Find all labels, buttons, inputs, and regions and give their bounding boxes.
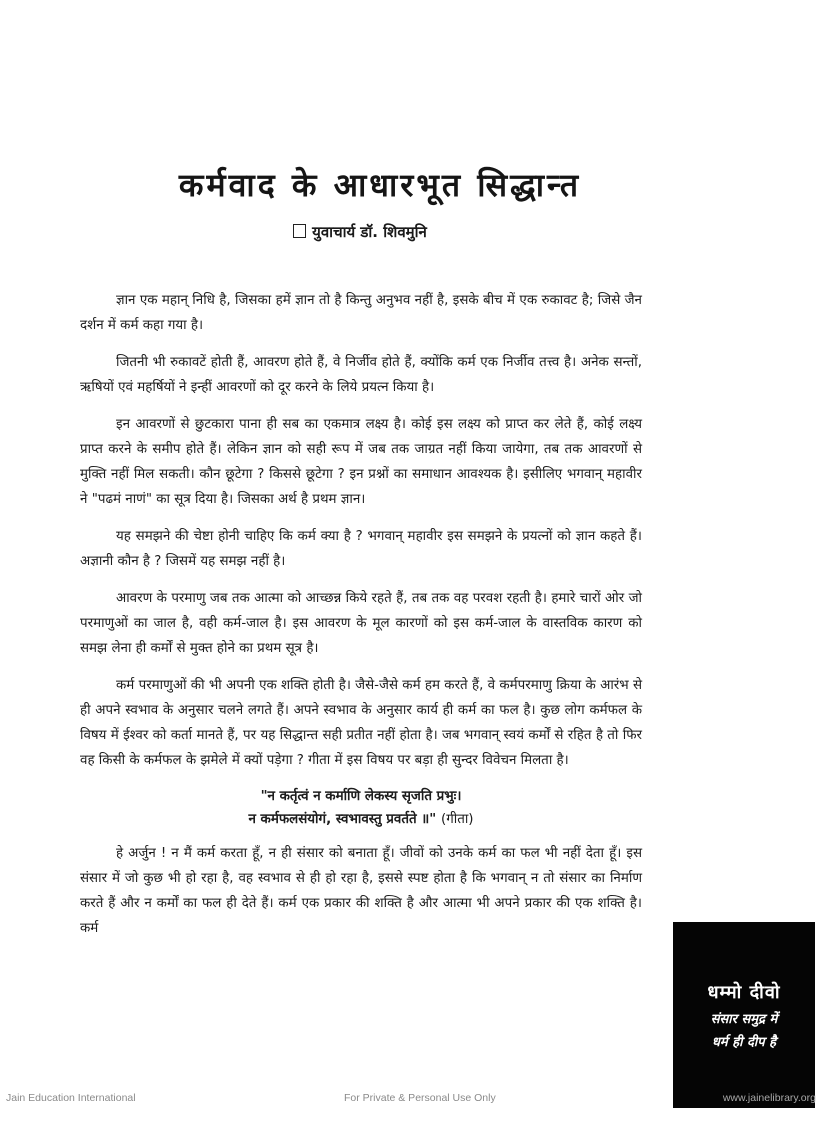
quote-line-2-wrap xyxy=(80,808,642,831)
author-byline xyxy=(0,222,720,242)
footer-usage-note: For Private & Personal Use Only xyxy=(344,1092,496,1104)
paragraph: कर्म परमाणुओं की भी अपनी एक शक्ति होती है। जैसे-जैसे कर्म हम करते हैं, वे कर्मपरमाणु क्रिया के आरंभ से ही अपने स्वभाव के अनुसार चलने लगते हैं। अपने स्वभाव के अनुसार कार्य ही कर्म का फल है। कुछ लोग कर्मफल के विषय में ईश्वर को कर्ता मानते हैं, पर यह सिद्धान्त सही प्रतीत नहीं होता है। जब भगवान् स्वयं कर्मों से रहित है तो फिर वह किसी के कर्मफल के झमेले में क्यों पड़ेगा ? गीता में इस विषय पर बड़ा ही सुन्दर विवेचन मिलता है। xyxy=(80,678,642,768)
footer-publisher: Jain Education International xyxy=(6,1092,136,1104)
quote-line-2: न कर्मफलसंयोगं, स्वभावस्तु प्रवर्तते ॥" xyxy=(248,812,437,827)
quote-line-1: "न कर्तृत्वं न कर्माणि लेकस्य सृजति प्रभुः। xyxy=(260,789,462,804)
article-body xyxy=(80,288,642,953)
footer-website-link[interactable]: www.jainelibrary.org xyxy=(722,1092,816,1104)
paragraph: आवरण के परमाणु जब तक आत्मा को आच्छन्न किये रहते हैं, तब तक वह परवश रहती है। हमारे चारों ओर जो परमाणुओं का जाल है, वही कर्म-जाल है। इस आवरण के मूल कारणों को इस कर्म-जाल के वास्तविक कारण को समझ लेना ही कर्मों से मुक्त होने का प्रथम सूत्र है। xyxy=(80,591,642,656)
checkbox-square-icon xyxy=(293,224,306,238)
gita-quote xyxy=(80,785,642,831)
side-box-line-1: संसार समुद्र में xyxy=(710,1012,778,1027)
side-box-line-2: धर्म ही दीप है xyxy=(711,1035,777,1050)
quote-source: (गीता) xyxy=(440,812,474,827)
paragraph: इन आवरणों से छुटकारा पाना ही सब का एकमात्र लक्ष्य है। कोई इस लक्ष्य को प्राप्त कर लेते हैं, कोई लक्ष्य प्राप्त करने के समीप होते हैं। लेकिन ज्ञान को सही रूप में जब तक जाग्रत नहीं किया जायेगा, तब तक आवरणों से मुक्ति नहीं मिल सकती। कौन छूटेगा ? किससे छूटेगा ? इन प्रश्नों का समाधान आवश्यक है। इसीलिए भगवान् महावीर ने "पढमं नाणं" का सूत्र दिया है। जिसका अर्थ है प्रथम ज्ञान। xyxy=(80,417,642,507)
author-name: युवाचार्य डॉ. शिवमुनि xyxy=(312,223,427,241)
paragraph: ज्ञान एक महान् निधि है, जिसका हमें ज्ञान तो है किन्तु अनुभव नहीं है, इसके बीच में एक रुकावट है; जिसे जैन दर्शन में कर्म कहा गया है। xyxy=(80,293,642,333)
side-box-heading: धम्मो दीवो xyxy=(707,982,781,1003)
paragraph: जितनी भी रुकावटें होती हैं, आवरण होते हैं, वे निर्जीव होते हैं, क्योंकि कर्म एक निर्जीव तत्त्व है। अनेक सन्तों, ऋषियों एवं महर्षियों ने इन्हीं आवरणों को दूर करने के लिये प्रयत्न किया है। xyxy=(80,355,642,395)
paragraph: यह समझने की चेष्टा होनी चाहिए कि कर्म क्या है ? भगवान् महावीर इस समझने के प्रयत्नों को ज्ञान कहते हैं। अज्ञानी कौन है ? जिसमें यह समझ नहीं है। xyxy=(80,529,642,569)
dharma-deep-box xyxy=(673,922,815,1108)
article-title: कर्मवाद के आधारभूत सिद्धान्त xyxy=(178,166,582,204)
paragraph: हे अर्जुन ! न मैं कर्म करता हूँ, न ही संसार को बनाता हूँ। जीवों को उनके कर्म का फल भी नहीं देता हूँ। इस संसार में जो कुछ भी हो रहा है, वह स्वभाव से ही हो रहा है, इससे स्पष्ट होता है कि भगवान् न तो संसार का निर्माण करते हैं और न कर्मों का फल ही देते हैं। कर्म एक प्रकार की शक्ति है और आत्मा भी अपने प्रकार की एक शक्ति है। कर्म xyxy=(80,846,642,936)
